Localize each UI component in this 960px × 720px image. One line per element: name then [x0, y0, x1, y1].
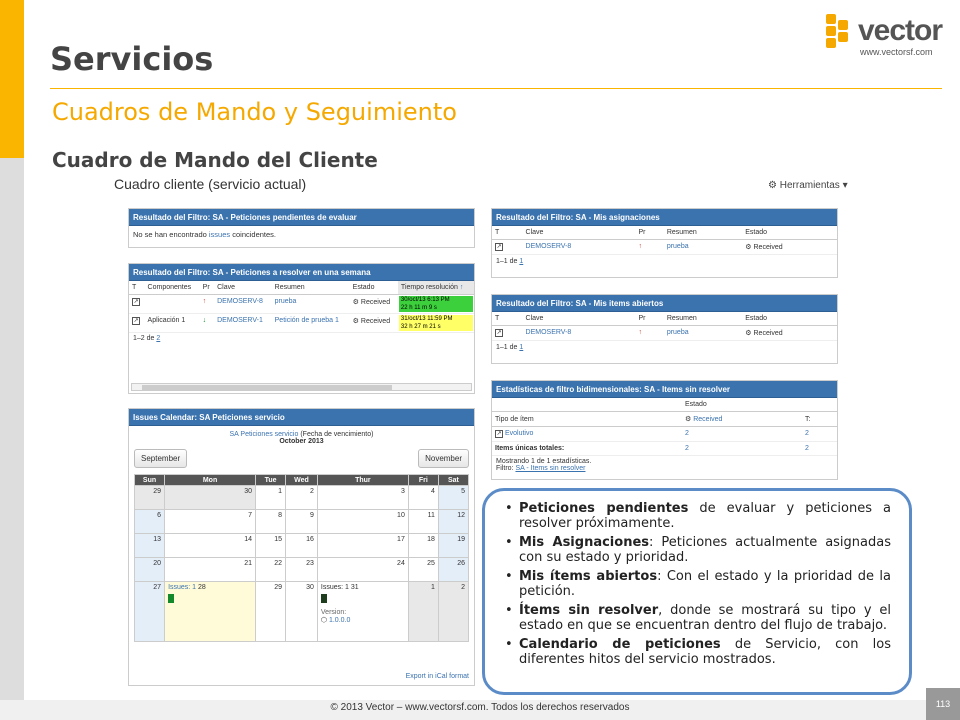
pager-text: 1–1 de — [496, 258, 520, 265]
logo-square — [838, 20, 848, 30]
logo-square — [826, 38, 836, 48]
callout-list — [505, 501, 891, 667]
issue-summary-link[interactable]: prueba — [666, 329, 689, 336]
day-header: Sat — [438, 475, 468, 486]
callout-item — [505, 637, 891, 667]
gadget-calendar — [128, 408, 475, 686]
status-text: Received — [753, 330, 783, 337]
col-header[interactable]: Pr — [200, 281, 214, 295]
resolution-remaining: 22 h 11 m 9 s — [399, 304, 473, 312]
col-header[interactable]: Pr — [635, 312, 663, 326]
pager-link[interactable]: 1 — [519, 344, 524, 351]
resolution-remaining: 32 h 27 m 21 s — [399, 323, 473, 331]
issue-type-icon: ↗ — [496, 244, 502, 250]
title-divider — [50, 88, 942, 89]
calendar-day[interactable]: 29 — [135, 486, 165, 510]
gadget-open-items — [491, 294, 838, 364]
pager-text: 1–2 de — [133, 335, 157, 342]
logo-url: www.vectorsf.com — [860, 47, 933, 57]
stat-value-link[interactable]: 2 — [685, 430, 689, 437]
calendar-week — [135, 486, 469, 510]
table-row[interactable] — [129, 295, 474, 314]
calendar-day[interactable]: 9 — [286, 510, 318, 534]
priority-up-icon: ↑ — [200, 295, 214, 314]
calendar-day[interactable]: 14 — [165, 534, 256, 558]
callout-item-text: de evaluar y peticiones a resolver próximamente. — [519, 501, 891, 531]
calendar-day[interactable]: 22 — [256, 558, 286, 582]
callout-item — [505, 501, 891, 531]
section-title: Cuadro de Mando del Cliente — [52, 148, 378, 172]
calendar-day[interactable]: 21 — [165, 558, 256, 582]
slide-subtitle: Cuadros de Mando y Seguimiento — [52, 98, 457, 126]
gadget-assignments — [491, 208, 838, 278]
col-header[interactable]: Resumen — [664, 312, 742, 326]
col-header[interactable]: Pr — [635, 226, 663, 240]
gadget-pending — [128, 208, 475, 248]
callout-item-text: : Con el estado y la prioridad de la petición. — [519, 569, 891, 599]
logo-word: vector — [858, 14, 943, 47]
version-label: Version: — [320, 609, 347, 616]
open-items-table — [492, 312, 837, 341]
callout-item — [505, 535, 891, 565]
status-icon: ⚙ — [745, 244, 752, 251]
calendar-days-row — [135, 475, 469, 486]
col-header-label: Tiempo resolución — [400, 284, 458, 291]
calendar-month: October 2013 — [279, 438, 324, 445]
gadget-week — [128, 263, 475, 394]
slide-title: Servicios — [50, 40, 214, 78]
calendar-day[interactable]: 30 — [165, 486, 256, 510]
calendar-day[interactable]: 5 — [438, 486, 468, 510]
callout-item-text: : Peticiones actualmente asignadas con su estado y prioridad. — [519, 535, 891, 565]
calendar-grid — [134, 474, 469, 642]
ical-export-link[interactable]: Export in iCal format — [405, 673, 469, 680]
gadget-unresolved-stats — [491, 380, 838, 480]
calendar-day[interactable]: 2 — [438, 582, 468, 642]
message-post: coincidentes. — [230, 230, 277, 239]
col-header[interactable]: Clave — [523, 226, 636, 240]
table-header-row — [492, 226, 837, 240]
calendar-day[interactable]: 20 — [135, 558, 165, 582]
callout-item-term: Ítems sin resolver — [519, 603, 659, 618]
day-header: Thur — [317, 475, 408, 486]
priority-up-icon: ↑ — [635, 326, 663, 341]
table-row — [492, 442, 837, 456]
gadget-pending-title: Resultado del Filtro: SA - Peticiones pendientes de evaluar — [129, 209, 474, 226]
status-icon: ⚙ — [685, 416, 692, 423]
calendar-day[interactable]: 8 — [256, 510, 286, 534]
table-header-row — [492, 398, 837, 412]
calendar-day-issue[interactable] — [317, 582, 408, 642]
calendar-day[interactable]: 16 — [286, 534, 318, 558]
calendar-day[interactable]: 23 — [286, 558, 318, 582]
calendar-day[interactable]: 26 — [438, 558, 468, 582]
issue-type-link[interactable]: Evolutivo — [504, 430, 534, 437]
issue-key-link[interactable]: DEMOSERV-8 — [525, 329, 572, 336]
sort-arrow-icon: ↑ — [459, 284, 464, 291]
issue-type-icon: ↗ — [133, 299, 139, 305]
gadget-pending-message — [129, 226, 474, 243]
caret-down-icon: ▾ — [842, 180, 848, 191]
calendar-day[interactable]: 29 — [256, 582, 286, 642]
pager-link[interactable]: 2 — [156, 335, 161, 342]
table-row[interactable] — [492, 427, 837, 442]
col-header[interactable]: Resumen — [664, 226, 742, 240]
calendar-title: Issues Calendar: SA Peticiones servicio — [129, 409, 474, 426]
table-header-row — [129, 281, 474, 295]
issue-summary-link[interactable]: Petición de prueba 1 — [274, 317, 339, 324]
day-header: Sun — [135, 475, 165, 486]
pager-text: 1–1 de — [496, 344, 520, 351]
version-link[interactable]: 1.0.0.0 — [328, 617, 351, 624]
version-icon: ⬡ — [320, 617, 328, 624]
prev-month-button[interactable]: September — [134, 449, 187, 468]
gadget-stats-title: Estadísticas de filtro bidimensionales: SA - Items sin resolver — [492, 381, 837, 398]
calendar-day[interactable]: 13 — [135, 534, 165, 558]
callout-item-term: Calendario de peticiones — [519, 637, 721, 652]
calendar-day[interactable]: 17 — [317, 534, 408, 558]
calendar-day[interactable]: 15 — [256, 534, 286, 558]
calendar-day[interactable]: 4 — [408, 486, 438, 510]
total-value-link[interactable]: 2 — [685, 445, 689, 452]
calendar-day[interactable]: 27 — [135, 582, 165, 642]
callout-item-text: de Servicio, con los diferentes hitos del servicio mostrados. — [519, 637, 891, 667]
left-accent-bar — [0, 0, 24, 158]
calendar-day-issue[interactable] — [165, 582, 256, 642]
next-month-button[interactable]: November — [418, 449, 469, 468]
table-row[interactable] — [492, 240, 837, 255]
logo-square — [826, 26, 836, 36]
calendar-day[interactable]: 30 — [286, 582, 318, 642]
callout-item-term: Mis ítems abiertos — [519, 569, 658, 584]
stats-table — [492, 398, 837, 456]
day-header: Mon — [165, 475, 256, 486]
logo-square — [826, 14, 836, 24]
calendar-day[interactable]: 25 — [408, 558, 438, 582]
priority-down-icon: ↓ — [200, 314, 214, 333]
calendar-caption — [129, 431, 474, 438]
callout-item-text: , donde se mostrará su tipo y el estado en que se encuentran dentro del flujo de trabajo. — [519, 603, 891, 633]
calendar-day[interactable]: 11 — [408, 510, 438, 534]
assignments-table — [492, 226, 837, 255]
gadget-week-title: Resultado del Filtro: SA - Peticiones a resolver en una semana — [129, 264, 474, 281]
col-header[interactable]: T — [492, 312, 523, 326]
calendar-week — [135, 510, 469, 534]
logo-square — [838, 32, 848, 42]
calendar-week — [135, 558, 469, 582]
calendar-day[interactable]: 2 — [286, 486, 318, 510]
col-header-sorted[interactable] — [398, 281, 474, 295]
pager-link[interactable]: 1 — [519, 258, 524, 265]
priority-up-icon: ↑ — [635, 240, 663, 255]
issues-link[interactable]: issues — [208, 230, 231, 239]
table-row[interactable] — [129, 314, 474, 333]
empty-header — [492, 398, 682, 412]
callout-item — [505, 603, 891, 633]
issue-type-icon: ↗ — [496, 431, 502, 437]
day-number: 31 — [350, 584, 359, 591]
status-text: Received — [360, 318, 391, 325]
col-header[interactable]: Clave — [214, 281, 272, 295]
col-header[interactable]: T — [129, 281, 145, 295]
filter-text: Filtro: — [496, 465, 516, 472]
table-row[interactable] — [492, 326, 837, 341]
horizontal-scrollbar[interactable] — [131, 383, 472, 391]
day-header: Wed — [286, 475, 318, 486]
issue-key-link[interactable]: DEMOSERV-8 — [525, 243, 572, 250]
calendar-week — [135, 534, 469, 558]
day-header: Tue — [256, 475, 286, 486]
calendar-filter-link[interactable]: SA Peticiones servicio — [229, 431, 299, 438]
issue-key-link[interactable]: DEMOSERV-1 — [217, 317, 263, 324]
component-cell: Aplicación 1 — [145, 314, 200, 333]
issue-marker[interactable] — [321, 594, 327, 603]
pager — [492, 341, 837, 354]
page-number: 113 — [926, 688, 960, 720]
issues-count: Issues: 1 — [320, 584, 349, 591]
gear-icon: ⚙ — [768, 180, 777, 191]
gadget-assignments-title: Resultado del Filtro: SA - Mis asignaciones — [492, 209, 837, 226]
total-label: Items únicas totales: — [492, 442, 682, 456]
scrollbar-thumb[interactable] — [142, 385, 392, 390]
week-table — [129, 281, 474, 333]
issues-count: Issues: 1 — [168, 584, 197, 591]
resolution-date: 31/oct/13 11:59 PM — [399, 315, 473, 323]
status-icon: ⚙ — [352, 318, 359, 325]
col-header[interactable]: Clave — [523, 312, 636, 326]
status-text: Received — [360, 299, 391, 306]
issue-marker[interactable] — [168, 594, 174, 603]
component-cell — [145, 295, 200, 314]
resolution-date: 30/oct/13 6:13 PM — [399, 296, 473, 304]
table-header-row — [492, 312, 837, 326]
calendar-day[interactable]: 18 — [408, 534, 438, 558]
version-row — [321, 616, 405, 624]
tools-label: Herramientas — [779, 180, 840, 191]
issue-type-icon: ↗ — [133, 318, 139, 324]
stat-total-link[interactable]: 2 — [805, 430, 809, 437]
col-header[interactable]: Estado — [742, 226, 837, 240]
message-pre: No se han encontrado — [133, 230, 209, 239]
calendar-day[interactable]: 24 — [317, 558, 408, 582]
issue-type-icon: ↗ — [496, 330, 502, 336]
dashboard-title: Cuadro cliente (servicio actual) — [114, 176, 307, 192]
pager — [129, 333, 474, 344]
issue-key-link[interactable]: DEMOSERV-8 — [217, 298, 263, 305]
calendar-day[interactable]: 19 — [438, 534, 468, 558]
calendar-day[interactable]: 6 — [135, 510, 165, 534]
gadget-open-items-title: Resultado del Filtro: SA - Mis items abiertos — [492, 295, 837, 312]
calendar-day[interactable]: 12 — [438, 510, 468, 534]
tools-menu[interactable] — [768, 180, 848, 191]
total-col-header: T: — [802, 412, 837, 427]
vector-logo — [820, 14, 950, 58]
status-icon: ⚙ — [745, 330, 752, 337]
calendar-day[interactable]: 1 — [256, 486, 286, 510]
day-number: 28 — [198, 584, 206, 591]
col-header[interactable]: T — [492, 226, 523, 240]
status-text: Received — [753, 244, 783, 251]
stats-filter — [492, 465, 837, 472]
status-group-header: Estado — [682, 398, 837, 412]
col-header[interactable]: Estado — [350, 281, 398, 295]
left-grey-bar — [0, 158, 24, 720]
calendar-week — [135, 582, 469, 642]
footer-copyright: © 2013 Vector – www.vectorsf.com. Todos los derechos reservados — [330, 702, 630, 713]
filter-link[interactable]: SA - Items sin resolver — [515, 465, 586, 472]
status-received-link[interactable]: Received — [693, 416, 723, 423]
calendar-day[interactable]: 7 — [165, 510, 256, 534]
col-header[interactable]: Resumen — [272, 281, 350, 295]
description-callout — [482, 488, 912, 695]
total-total-link[interactable]: 2 — [805, 445, 809, 452]
calendar-day[interactable]: 3 — [317, 486, 408, 510]
col-header[interactable]: Estado — [742, 312, 837, 326]
stats-showing: Mostrando 1 de 1 estadísticas. — [496, 458, 592, 465]
day-header: Fri — [408, 475, 438, 486]
calendar-day[interactable]: 1 — [408, 582, 438, 642]
row-header: Tipo de ítem — [492, 412, 682, 427]
table-header-row — [492, 412, 837, 427]
callout-item — [505, 569, 891, 599]
calendar-day[interactable]: 10 — [317, 510, 408, 534]
callout-item-term: Mis Asignaciones — [519, 535, 650, 550]
col-header[interactable]: Componentes — [145, 281, 200, 295]
calendar-field: (Fecha de vencimiento) — [298, 431, 374, 438]
callout-item-term: Peticiones pendientes — [519, 501, 689, 516]
issue-summary-link[interactable]: prueba — [666, 243, 689, 250]
issue-summary-link[interactable]: prueba — [274, 298, 297, 305]
pager — [492, 255, 837, 268]
status-icon: ⚙ — [352, 299, 359, 306]
